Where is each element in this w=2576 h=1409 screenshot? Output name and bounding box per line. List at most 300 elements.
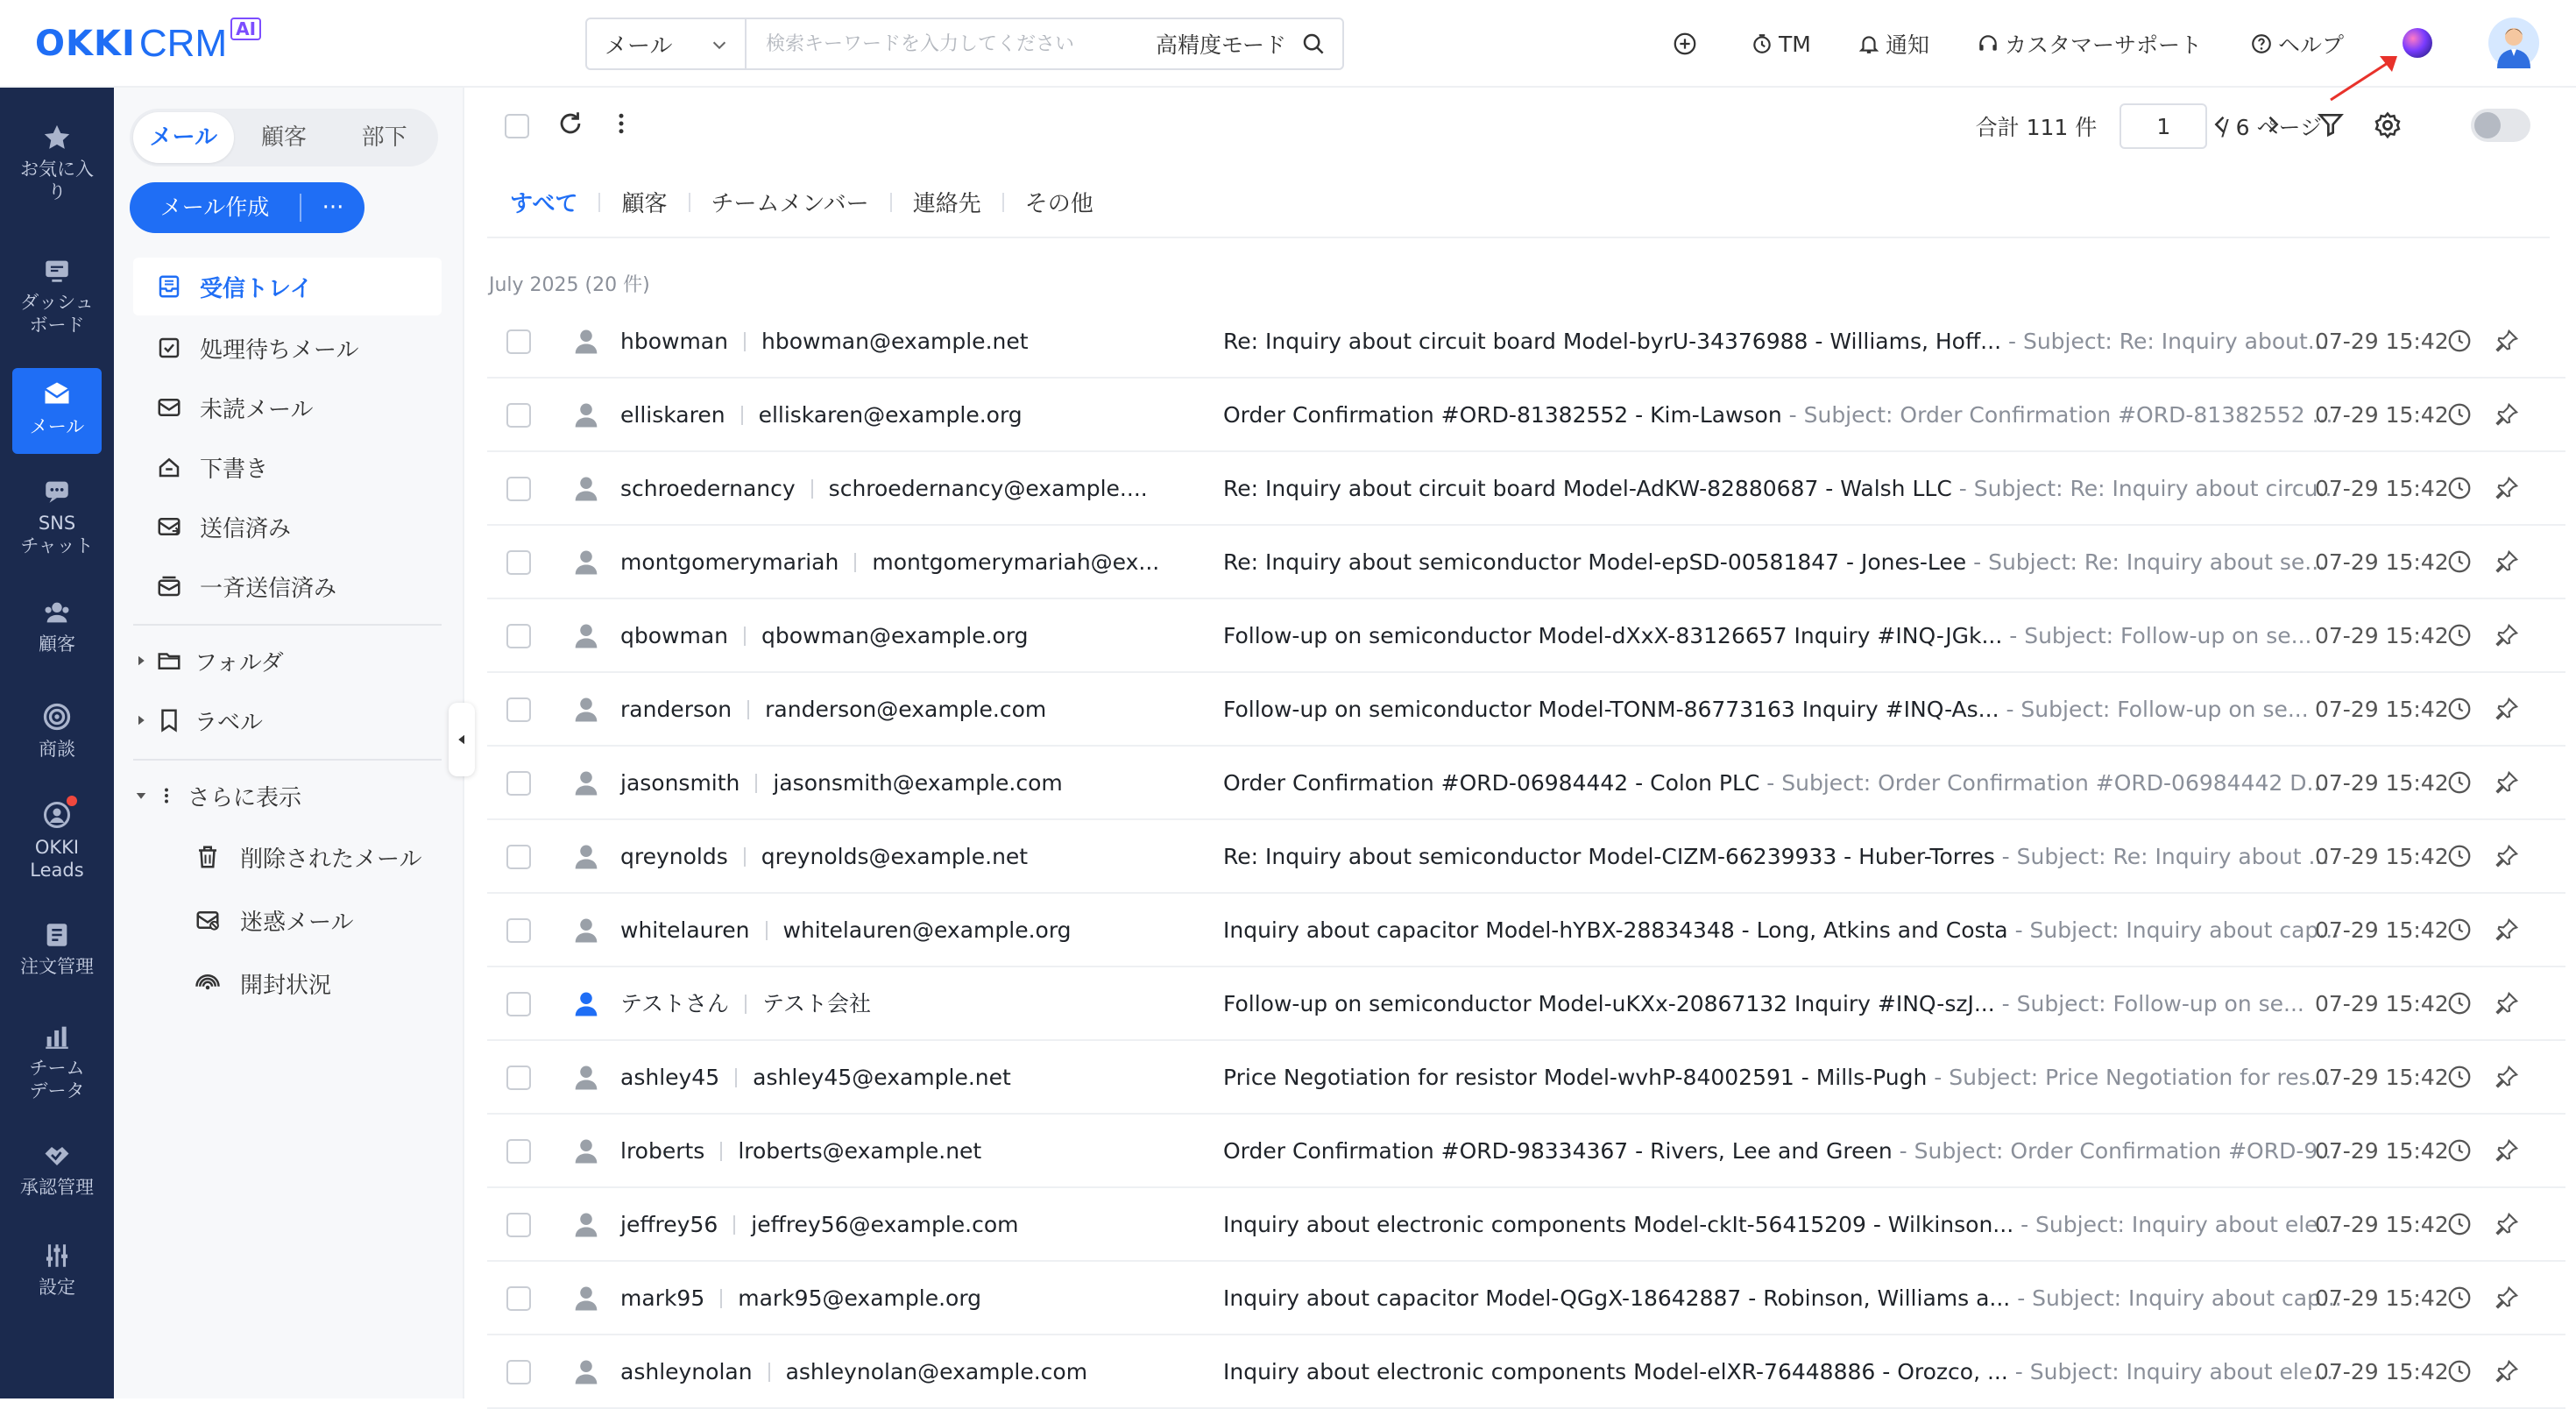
folder-sent[interactable] [133,498,442,556]
filter-icon[interactable] [2317,110,2345,138]
tab-separator [598,193,600,212]
sender-email: elliskaren@example.org [758,402,1023,428]
row-checkbox[interactable] [506,477,531,501]
row-checkbox[interactable] [506,1360,531,1384]
person-icon [573,401,599,429]
email-time: 07-29 15:42 [2315,1285,2449,1311]
bookmark-icon [156,707,182,733]
filter-divider [487,237,2550,238]
pin-icon[interactable] [2494,622,2520,648]
clock-icon[interactable] [2446,475,2473,501]
draft-icon [156,454,182,480]
email-subject: Order Confirmation #ORD-98334367 - Rivers, Lee and Green [1223,1138,1893,1164]
tm-button[interactable] [1751,26,1811,61]
clock-icon[interactable] [2446,549,2473,575]
vertical-dots-icon [158,784,175,807]
folder-open-status-label: 開封状況 [240,972,332,999]
email-subject-line[interactable] [1223,1358,2334,1386]
row-checkbox[interactable] [506,1213,531,1237]
person-icon [573,917,599,945]
email-subject-line[interactable] [1223,696,2309,724]
clock-icon[interactable] [2446,990,2473,1016]
sender-name: jasonsmith [620,770,740,796]
nav-favorites[interactable] [0,123,114,203]
folder-pending[interactable] [133,319,442,377]
tree-divider [133,759,442,761]
row-checkbox[interactable] [506,771,531,796]
person-icon [573,1064,599,1092]
email-time: 07-29 15:42 [2315,402,2449,428]
email-preview: - Subject: Re: Inquiry about ... [1994,844,2330,869]
person-icon [573,622,599,650]
team-data-icon [42,1022,72,1051]
sender-name: mark95 [620,1285,705,1311]
email-subject: Re: Inquiry about semiconductor Model-CIZM-66239933 - Huber-Torres [1223,844,1995,869]
email-subject-line[interactable] [1223,401,2333,429]
sender-separator [733,1215,735,1235]
sender-separator [854,553,856,572]
email-row[interactable] [487,1262,2565,1335]
okki-crm-logo[interactable] [35,19,261,68]
email-subject-line[interactable] [1223,1211,2339,1239]
pin-icon[interactable] [2494,549,2520,575]
email-time: 07-29 15:42 [2315,697,2449,722]
nav-customers[interactable] [0,598,114,655]
person-icon [573,1211,599,1239]
row-checkbox[interactable] [506,1139,531,1164]
pin-icon[interactable] [2494,328,2520,354]
contact-filter-tabs [510,186,1093,218]
question-circle-icon [2250,32,2273,55]
tm-label: TM [1779,31,1811,57]
clock-icon[interactable] [2446,1064,2473,1090]
sender-name: elliskaren [620,402,725,428]
customer-support-label: カスタマーサポート [2005,32,2203,58]
nav-team-data-label-2: データ [29,1080,85,1101]
clock-icon[interactable] [2446,843,2473,869]
compose-mail-button[interactable] [130,182,364,233]
chat-icon [42,477,72,506]
pin-icon[interactable] [2494,401,2520,428]
sender-email: ashleynolan@example.com [785,1359,1088,1384]
nav-dashboard-label-2: ボード [29,315,85,336]
compose-more-button[interactable]: ··· [322,195,344,221]
sender-separator [755,774,757,793]
chevron-right-icon[interactable] [2261,112,2285,137]
more-vertical-icon[interactable] [615,110,627,137]
person-icon [573,549,599,577]
pin-icon[interactable] [2494,1137,2520,1164]
tree-labels[interactable] [133,696,263,745]
clock-icon[interactable] [2446,1137,2473,1164]
total-count: 合計 111 件 [1975,115,2098,140]
nav-favorites-label-1: お気に入 [20,159,94,180]
row-checkbox[interactable] [506,918,531,943]
leads-notification-dot [67,796,77,806]
view-toggle-switch[interactable] [2471,109,2530,142]
email-subject: Inquiry about capacitor Model-hYBX-28834348 - Long, Atkins and Costa [1223,917,2008,943]
chevron-left-icon[interactable] [2208,112,2233,137]
sender-email: hbowman@example.net [761,329,1029,354]
nav-approval-label: 承認管理 [20,1177,94,1198]
nav-orders-label: 注文管理 [20,956,94,977]
email-row[interactable] [487,967,2565,1041]
chevron-down-icon [710,35,729,54]
sender-separator [741,406,743,425]
timer-icon [1751,32,1773,55]
logo-crm: CRM [138,22,228,65]
tree-labels-label: ラベル [195,709,264,736]
sender-separator [735,1068,737,1087]
email-subject-line[interactable] [1223,990,2304,1018]
pin-icon[interactable] [2494,1211,2520,1237]
tab-separator [1002,193,1004,212]
sent-mail-icon [156,513,182,540]
email-time: 07-29 15:42 [2315,549,2449,575]
clock-icon[interactable] [2446,622,2473,648]
nav-deals[interactable] [0,701,114,761]
tree-folders[interactable] [133,636,284,685]
sender-email: lroberts@example.net [738,1138,982,1164]
person-icon [573,328,599,356]
toggle-knob [2474,112,2501,138]
folder-spam[interactable] [195,896,353,945]
email-subject-line[interactable] [1223,549,2326,577]
spam-mail-icon [195,907,221,933]
deal-icon [41,701,73,733]
person-icon [573,990,599,1018]
clock-icon[interactable] [2446,696,2473,722]
logo-ai-badge: AI [230,18,261,40]
add-button[interactable] [1672,26,1703,61]
row-checkbox[interactable] [506,550,531,575]
sender-email: montgomerymariah@ex... [872,549,1160,575]
email-subject: Follow-up on semiconductor Model-uKXx-20867132 Inquiry #INQ-szJ... [1223,991,1995,1016]
sender-email: mark95@example.org [738,1285,982,1311]
approval-icon [41,1139,73,1171]
sender-separator [766,921,768,940]
page-number-input[interactable] [2120,103,2207,149]
main-navigation [0,88,114,1398]
email-subject: Order Confirmation #ORD-81382552 - Kim-Lawson [1223,402,1782,428]
user-avatar[interactable] [2488,18,2539,68]
tree-show-more-label: さらに表示 [188,784,302,811]
email-preview: - Subject: Follow-up on se... [1999,697,2309,722]
email-subject-line[interactable] [1223,769,2328,797]
email-preview: - Subject: Follow-up on se... [1994,991,2304,1016]
sender-separator [744,332,746,351]
sender-name: ashleynolan [620,1359,753,1384]
nav-mail[interactable] [12,368,102,454]
folder-deleted[interactable] [195,832,421,882]
help-label: ヘルプ [2278,32,2345,58]
tree-show-more[interactable] [133,771,301,820]
nav-deals-label: 商談 [39,739,75,760]
email-subject: Inquiry about capacitor Model-QGgX-18642887 - Robinson, Williams a... [1223,1285,2011,1311]
folder-divider [133,624,442,626]
nav-leads-label-1: OKKI [34,837,80,858]
email-preview: - Subject: Inquiry about ele... [2007,1359,2334,1384]
sender-separator [720,1142,722,1161]
email-subject: Follow-up on semiconductor Model-dXxX-83126657 Inquiry #INQ-JGk... [1223,623,2003,648]
high-precision-mode-toggle[interactable]: 高精度モード [1155,32,1286,58]
sender-email: qreynolds@example.net [761,844,1029,869]
caret-right-icon [133,653,149,669]
folder-sent-label: 送信済み [200,515,292,542]
pin-icon[interactable] [2494,917,2520,943]
clock-icon[interactable] [2446,1358,2473,1384]
mail-icon [41,379,73,410]
email-time: 07-29 15:42 [2315,991,2449,1016]
search-type-select[interactable] [587,19,747,68]
email-time: 07-29 15:42 [2315,1065,2449,1090]
sender-name: jeffrey56 [620,1212,718,1237]
pin-icon[interactable] [2494,990,2520,1016]
email-time: 07-29 15:42 [2315,329,2449,354]
email-subject-line[interactable] [1223,1064,2332,1092]
caret-right-icon [133,712,149,728]
search-type-value: メール [605,32,673,60]
clock-icon[interactable] [2446,401,2473,428]
email-subject: Price Negotiation for resistor Model-wvhP-84002591 - Mills-Pugh [1223,1065,1928,1090]
row-checkbox[interactable] [506,329,531,354]
inbox-icon [156,273,182,300]
pin-icon[interactable] [2494,769,2520,796]
folder-inbox[interactable] [133,258,442,315]
nav-settings-label: 設定 [39,1277,75,1298]
tree-folders-label: フォルダ [195,649,284,676]
order-icon [42,920,72,950]
sender-name: qreynolds [620,844,728,869]
email-subject: Re: Inquiry about semiconductor Model-epSD-00581847 - Jones-Lee [1223,549,1967,575]
nav-approval-management[interactable] [0,1139,114,1199]
search-input[interactable] [747,20,1156,67]
nav-settings[interactable] [0,1241,114,1299]
notification-label: 通知 [1886,32,1930,58]
pin-icon[interactable] [2494,475,2520,501]
folder-bulk-sent[interactable] [133,557,442,615]
email-time: 07-29 15:42 [2315,770,2449,796]
logo-okki: OKKI [35,24,136,64]
clock-icon[interactable] [2446,1211,2473,1237]
search-icon[interactable] [1300,31,1327,57]
email-preview: - Subject: Re: Inquiry about circu... [1951,476,2339,501]
bell-icon [1858,32,1880,55]
sender-email: ashley45@example.net [753,1065,1011,1090]
signal-icon [195,970,221,996]
nav-sns-label-1: SNS [38,513,76,534]
tab-mail[interactable]: メール [133,112,234,163]
sender-email: jeffrey56@example.com [751,1212,1019,1237]
mail-scope-tabs [130,109,438,166]
nav-team-data[interactable] [0,1022,114,1102]
unread-mail-icon [156,394,182,421]
email-preview: - Subject: Inquiry about ele... [2013,1212,2339,1237]
customers-icon [42,598,72,627]
filter-tab-contacts[interactable]: 連絡先 [912,191,981,217]
bulk-sent-icon [156,573,182,599]
email-row[interactable] [487,1188,2565,1262]
row-checkbox[interactable] [506,403,531,428]
email-subject: Inquiry about electronic components Model-ckIt-56415209 - Wilkinson... [1223,1212,2014,1237]
folder-bulk-sent-label: 一斉送信済み [200,575,337,602]
nav-leads-label-2: Leads [30,860,84,881]
email-subject-line[interactable] [1223,917,2340,945]
nav-sns-chat[interactable] [0,477,114,557]
mail-list-area [464,88,2576,1398]
sender-email: schroedernancy@example.... [828,476,1148,501]
email-time: 07-29 15:42 [2315,917,2449,943]
user-avatar-icon [2488,18,2539,68]
person-icon [573,769,599,797]
pin-icon[interactable] [2494,843,2520,869]
person-icon [573,696,599,724]
sender-name: whitelauren [620,917,750,943]
folder-icon [156,648,182,674]
folder-inbox-label: 受信トレイ [200,275,313,302]
email-subject: Re: Inquiry about circuit board Model-AdKW-82880687 - Walsh LLC [1223,476,1952,501]
email-row[interactable] [487,1335,2565,1409]
ai-assistant-icon[interactable] [2403,28,2432,58]
folder-drafts-label: 下書き [200,456,269,483]
filter-tab-other[interactable]: その他 [1024,191,1093,217]
person-icon [573,1137,599,1165]
nav-order-management[interactable] [0,920,114,978]
email-row[interactable] [487,452,2565,526]
email-row[interactable] [487,526,2565,599]
dashboard-icon [42,256,72,286]
email-row[interactable] [487,1115,2565,1188]
email-preview: - Subject: Re: Inquiry about... [2001,329,2329,354]
folder-unread[interactable] [133,379,442,436]
pin-icon[interactable] [2494,1285,2520,1311]
settings-sliders-icon [42,1241,72,1271]
nav-customers-label: 顧客 [39,634,75,655]
sender-separator [744,847,746,867]
folder-deleted-label: 削除されたメール [240,846,422,873]
email-row[interactable] [487,820,2565,894]
email-preview: - Subject: Follow-up on se... [2002,623,2312,648]
email-subject-line[interactable] [1223,475,2339,503]
pending-mail-icon [156,335,182,361]
email-time: 07-29 15:42 [2315,844,2449,869]
sender-name: hbowman [620,329,728,354]
folder-unread-label: 未読メール [200,396,314,423]
folder-drafts[interactable] [133,438,442,496]
headset-icon [1977,32,1999,55]
email-subject-line[interactable] [1223,328,2329,356]
person-icon [573,1358,599,1386]
email-row[interactable] [487,747,2565,820]
email-row[interactable] [487,673,2565,747]
person-icon [573,843,599,871]
refresh-icon[interactable] [556,109,585,138]
clock-icon[interactable] [2446,917,2473,943]
select-all-checkbox[interactable] [505,114,529,138]
email-row[interactable] [487,599,2565,673]
notification-button[interactable] [1858,26,1929,61]
row-checkbox[interactable] [506,992,531,1016]
clock-icon[interactable] [2446,328,2473,354]
row-checkbox[interactable] [506,697,531,722]
email-subject: Re: Inquiry about circuit board Model-byrU-34376988 - Williams, Hoff... [1223,329,2002,354]
filter-tab-customers[interactable]: 顧客 [621,191,668,217]
tab-customers[interactable]: 顧客 [261,124,308,151]
filter-tab-all[interactable]: すべて [510,191,578,217]
sender-name: lroberts [620,1138,705,1164]
sender-separator [747,700,749,719]
email-subject: Order Confirmation #ORD-06984442 - Colon PLC [1223,770,1760,796]
sender-email: randerson@example.com [765,697,1047,722]
sender-name: ashley45 [620,1065,720,1090]
pin-icon[interactable] [2494,1064,2520,1090]
email-preview: - Subject: Inquiry about cap... [2007,917,2340,943]
sender-email: whitelauren@example.org [782,917,1072,943]
row-checkbox[interactable] [506,1066,531,1090]
pin-icon[interactable] [2494,696,2520,722]
email-subject-line[interactable] [1223,1285,2342,1313]
sender-name: montgomerymariah [620,549,839,575]
email-preview: - Subject: Re: Inquiry about se... [1966,549,2326,575]
email-subject-line[interactable] [1223,843,2330,871]
nav-team-data-label-1: チーム [29,1058,85,1079]
email-preview: - Subject: Order Confirmation #ORD-9... [1892,1138,2339,1164]
email-row[interactable] [487,894,2565,967]
top-bar [0,0,2576,88]
sender-name: テストさん [620,991,730,1016]
nav-okki-leads[interactable] [0,799,114,882]
gear-icon[interactable] [2373,110,2403,140]
email-subject-line[interactable] [1223,622,2312,650]
compose-mail-label[interactable]: メール作成 [130,194,301,222]
sender-name: qbowman [620,623,728,648]
email-subject-line[interactable] [1223,1137,2339,1165]
row-checkbox[interactable] [506,845,531,869]
email-row[interactable] [487,305,2565,379]
folder-open-status[interactable] [195,959,331,1008]
email-time: 07-29 15:42 [2315,1138,2449,1164]
customer-support-button[interactable] [1977,26,2202,61]
person-icon [573,475,599,503]
star-icon [42,123,72,152]
clock-icon[interactable] [2446,1285,2473,1311]
nav-dashboard[interactable] [0,256,114,336]
tab-subordinates[interactable]: 部下 [361,124,407,151]
email-subject: Inquiry about electronic components Model-elXR-76448886 - Orozco, ... [1223,1359,2008,1384]
nav-sns-label-2: チャット [20,535,94,556]
email-preview: - Subject: Inquiry about cap... [2010,1285,2342,1311]
search-bar [585,18,1344,70]
row-checkbox[interactable] [506,624,531,648]
sender-email: テスト会社 [762,991,872,1016]
row-checkbox[interactable] [506,1286,531,1311]
person-icon [573,1285,599,1313]
email-preview: - Subject: Order Confirmation #ORD-81382552 ... [1781,402,2333,428]
sender-separator [811,479,813,499]
tab-separator [890,193,892,212]
sender-email: qbowman@example.org [761,623,1029,648]
email-row[interactable] [487,1041,2565,1115]
sender-separator [768,1363,770,1382]
nav-dashboard-label-1: ダッシュ [20,292,94,313]
filter-tab-team-members[interactable]: チームメンバー [711,191,869,217]
email-row[interactable] [487,379,2565,452]
clock-icon[interactable] [2446,769,2473,796]
pin-icon[interactable] [2494,1358,2520,1384]
email-subject: Follow-up on semiconductor Model-TONM-86773163 Inquiry #INQ-As... [1223,697,1999,722]
trash-icon [195,844,221,870]
email-time: 07-29 15:42 [2315,1359,2449,1384]
